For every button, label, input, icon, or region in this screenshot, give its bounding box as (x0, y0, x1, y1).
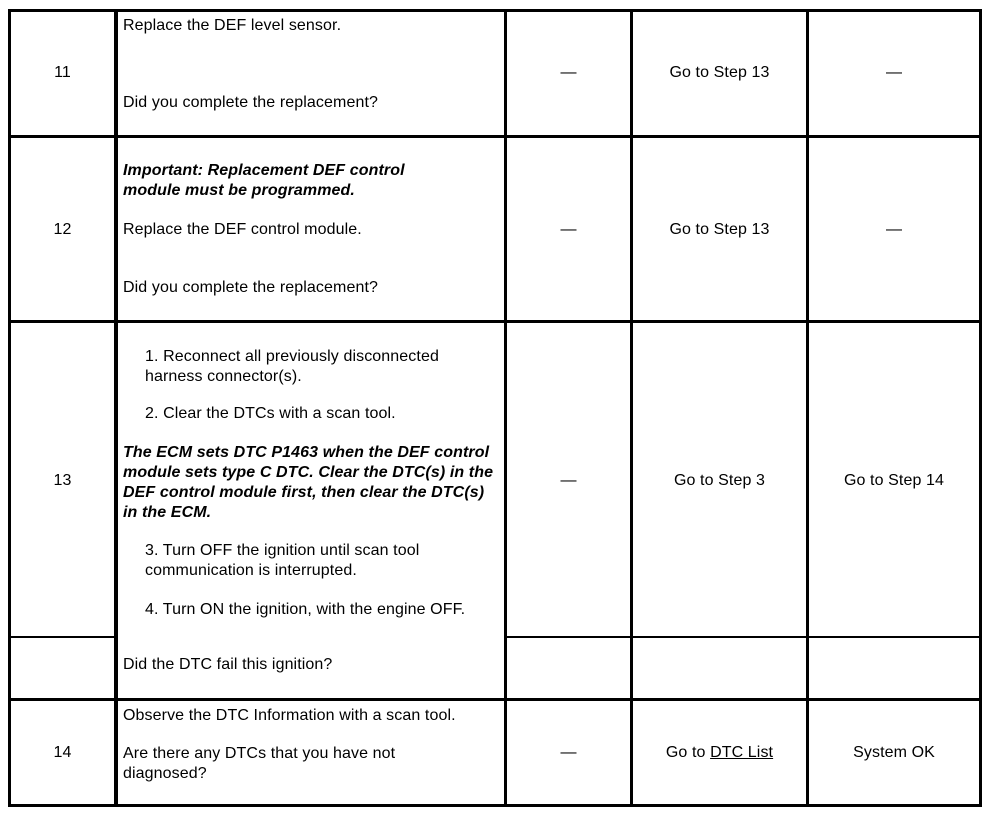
dtc-list-link[interactable]: DTC List (710, 744, 774, 761)
yes-prefix: Go to (665, 744, 711, 761)
no-cell: Go to Step 14 (843, 472, 945, 489)
table-border-right (979, 9, 982, 807)
list-item: 1. Reconnect all previously disconnected harness connector(s). (145, 348, 439, 385)
question-text: Did you complete the replacement? (123, 94, 378, 111)
list-item: 3. Turn OFF the ignition until scan tool communication is interrupted. (145, 542, 420, 579)
important-note: Important: Replacement DEF control module must be programmed. (123, 162, 405, 199)
question-text: Did you complete the replacement? (123, 279, 378, 296)
list-item: 4. Turn ON the ignition, with the engine OFF. (145, 601, 466, 618)
row-divider (8, 135, 982, 138)
column-divider (630, 9, 633, 807)
yes-cell: Go to Step 13 (669, 221, 770, 238)
row-divider (8, 698, 982, 701)
table-border-left (8, 9, 11, 807)
action-text: Replace the DEF level sensor. (123, 17, 342, 34)
value-cell: — (560, 472, 577, 489)
list-item: 2. Clear the DTCs with a scan tool. (145, 405, 396, 422)
column-divider (806, 9, 809, 807)
table-border-bottom (8, 804, 982, 807)
action-text: Replace the DEF control module. (123, 221, 362, 238)
row-divider (8, 320, 982, 323)
yes-cell: Go to Step 13 (669, 64, 770, 81)
step-number: 14 (53, 744, 72, 761)
step-number: 13 (53, 472, 72, 489)
column-divider (504, 9, 507, 807)
no-cell: — (885, 221, 903, 238)
table-border-top (8, 9, 982, 12)
yes-cell: Go to Step 3 (673, 472, 766, 489)
question-text: Are there any DTCs that you have not diagnosed? (123, 745, 396, 782)
value-cell: — (560, 744, 577, 761)
no-cell: System OK (853, 744, 935, 761)
row-divider (8, 636, 116, 638)
row-divider (505, 636, 982, 638)
action-text: Observe the DTC Information with a scan tool. (123, 707, 456, 724)
value-cell: — (560, 64, 577, 81)
column-divider (114, 9, 118, 807)
important-note: The ECM sets DTC P1463 when the DEF control module sets type C DTC. Clear the DTC(s) in the DEF control module first, then clear the DTC(s) in the ECM. (123, 444, 494, 521)
question-text: Did the DTC fail this ignition? (123, 656, 333, 673)
step-number: 12 (53, 221, 72, 238)
value-cell: — (560, 221, 577, 238)
yes-cell (633, 743, 806, 763)
step-number: 11 (54, 64, 71, 81)
no-cell: — (885, 64, 903, 81)
